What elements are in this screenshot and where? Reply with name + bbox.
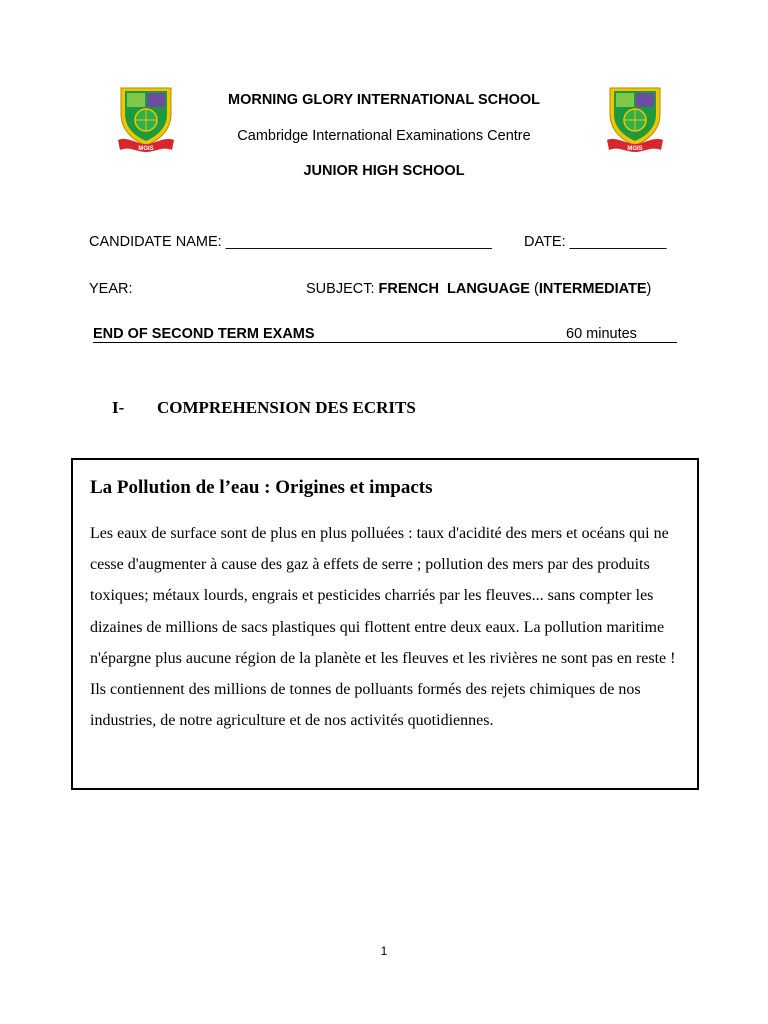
passage-box xyxy=(71,458,699,790)
logo-text: MGIS xyxy=(138,146,154,152)
section-number: I- xyxy=(112,398,125,417)
exam-duration: 60 minutes xyxy=(566,326,637,342)
subject-value: FRENCH LANGUAGE xyxy=(378,281,530,297)
subject-row xyxy=(306,281,651,297)
passage-title: La Pollution de l’eau : Origines et impacts xyxy=(90,477,433,498)
level-value: INTERMEDIATE xyxy=(538,281,647,297)
page-number: 1 xyxy=(380,944,388,958)
logo-text: MGIS xyxy=(627,146,643,152)
level-open: ( xyxy=(534,281,539,297)
school-division: JUNIOR HIGH SCHOOL xyxy=(303,163,465,179)
date-label: DATE: xyxy=(524,234,566,250)
date-row xyxy=(524,234,666,250)
exam-title-underline xyxy=(93,342,677,343)
exam-centre: Cambridge International Examinations Centre xyxy=(237,128,531,144)
year-label: YEAR: xyxy=(89,281,133,297)
subject-label: SUBJECT: xyxy=(306,281,375,297)
section-title: COMPREHENSION DES ECRITS xyxy=(157,398,416,417)
passage-text: Les eaux de surface sont de plus en plus polluées : taux d'acidité des mers et océans qui ne cesse d'augmenter à cause des gaz à effets de serre ; pollution des mers par des produits toxiques; métaux lourds, engrais et pesticides charriés par les fleuves... sans compter les dizaines de millions de sacs plastiques qui flottent entre deux eaux. La pollution maritime n'épargne plus aucune région de la planète et les fleuves et les rivières ne sont pas en reste ! Ils contiennent des millions de tonnes de polluants formés des rejets chimiques de nos industries, de notre agriculture et de nos activités quotidiennes. xyxy=(90,525,676,730)
level-close: ) xyxy=(646,281,652,297)
school-name: MORNING GLORY INTERNATIONAL SCHOOL xyxy=(227,92,541,108)
date-line[interactable]: ____________ xyxy=(569,234,667,250)
candidate-name-label: CANDIDATE NAME: xyxy=(89,234,222,250)
candidate-name-line[interactable]: _________________________________ xyxy=(225,234,492,250)
exam-title: END OF SECOND TERM EXAMS xyxy=(93,326,315,342)
candidate-row xyxy=(89,234,492,250)
